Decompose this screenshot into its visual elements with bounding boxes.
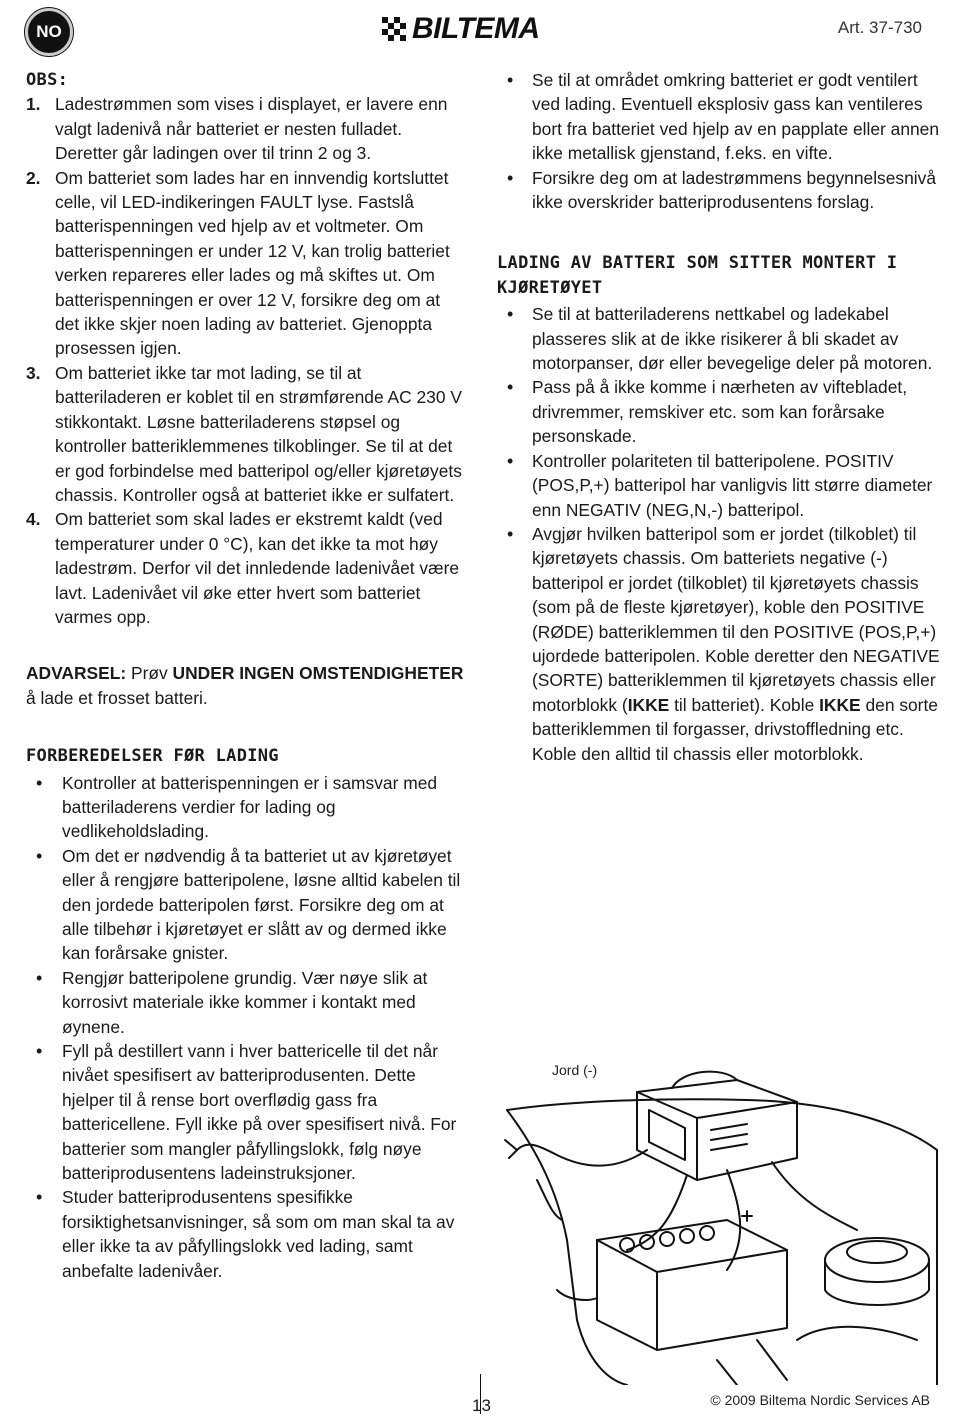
- item-text: til batteriet). Koble: [669, 694, 820, 715]
- list-item: [497, 522, 942, 766]
- warning-post: å lade et frosset batteri.: [26, 687, 208, 708]
- item-number: 4.: [26, 509, 41, 530]
- list-item: [26, 166, 466, 361]
- list-item: • Studer batteriprodusentens spesifikke forsiktighetsanvisninger, så som om man skal ta av eller ikke ta av påfyllingslokk ved lading, samt anbefalte ladenivåer.: [26, 1185, 466, 1283]
- warning-paragraph: [26, 661, 466, 710]
- prep-list: [26, 771, 466, 1284]
- list-item: • Forsikre deg om at ladestrømmens begynnelsesnivå ikke overskrider batteriprodusentens forslag.: [497, 166, 942, 215]
- article-number: Art. 37-730: [837, 18, 922, 37]
- list-item: [497, 375, 942, 448]
- warning-pre: Prøv: [126, 663, 173, 684]
- list-item: • Rengjør batteripolene grundig. Vær nøye slik at korrosivt materiale ikke kommer i kontakt med øynene.: [26, 966, 466, 1039]
- list-item: [26, 361, 466, 507]
- item-text: Om batteriet ikke tar mot lading, se til at batteriladeren er koblet til en strømførende AC 230 V stikkontakt. Løsne batteriladerens støpsel og kontroller batteriklemmenes tilkoblinger. Se til at det er god forbindelse med batteripol og/eller kjøretøyets chassis. Kontroller også at batteriet ikke er sulfatert.: [55, 362, 462, 505]
- item-text: Kontroller polariteten til batteripolene. POSITIV (POS,P,+) batteripol har vanligvis litt større diameter enn NEGATIV (NEG,N,-) batteripol.: [532, 450, 933, 520]
- page-number: 13: [472, 1396, 491, 1415]
- item-text: Om batteriet som skal lades er ekstremt kaldt (ved temperaturer under 0 °C), kan det ikke ta mot høy ladestrøm. Derfor vil det innledende ladenivået være lavt. Ladenivået vil øke etter hvert som batteriet varmes opp.: [55, 509, 460, 627]
- item-number: 2.: [26, 167, 41, 188]
- ventilation-list: [497, 68, 942, 214]
- copyright-notice: © 2009 Biltema Nordic Services AB: [710, 1392, 930, 1408]
- list-item: • Kontroller at batterispenningen er i samsvar med batteriladerens verdier for lading og vedlikeholdslading.: [26, 771, 466, 844]
- list-item: • Fyll på destillert vann i hver battericelle til det når nivået spesifisert av batteriprodusenten. Dette hjelper til å rense bort overflødig gass fra battericellene. Fyll ikke på over spesifisert nivå. For batterier som mangler påfyllingslokk, følg nøye batteriprodusentens ladeinstruksjoner.: [26, 1039, 466, 1185]
- item-text: Se til at batteriladerens nettkabel og ladekabel plasseres slik at de ikke risikerer å bli skadet av motorpanser, dør eller bevegelige deler på motoren.: [532, 304, 933, 374]
- list-item: • Om det er nødvendig å ta batteriet ut av kjøretøyet eller å rengjøre batteripolene, løsne alltid kabelen til den jordede batteripolen først. Forsikre deg om at alle tilbehør i kjøretøyet er slått av og dermed ikke kan forårsake gnister.: [26, 844, 466, 966]
- brand-name: BILTEMA: [412, 12, 540, 45]
- prep-heading: FORBEREDELSER FØR LADING: [26, 746, 279, 767]
- item-number: 3.: [26, 362, 41, 383]
- language-badge: NO: [25, 8, 73, 56]
- list-item: [497, 302, 942, 375]
- item-text: Om batteriet som lades har en innvendig kortsluttet celle, vil LED-indikeringen FAULT lyse. Fastslå batterispenningen ved hjelp av et voltmeter. Om batterispenningen er under 12 V, kan trolig batteriet verken repareres eller lades og må skiftes ut. Om batterispenningen er over 12 V, forsikre deg om at det ikke skjer noen lading av batteriet. Gjenoppta prosessen igjen.: [55, 167, 450, 359]
- left-column: [26, 68, 466, 1283]
- mounted-heading: LADING AV BATTERI SOM SITTER MONTERT I KJØRETØYET: [497, 253, 898, 298]
- checkered-flag-icon: [382, 17, 406, 41]
- item-text: Pass på å ikke komme i nærheten av viftebladet, drivremmer, remskiver etc. som kan forårsake personskade.: [532, 377, 908, 447]
- item-text: Ladestrømmen som vises i displayet, er lavere enn valgt ladenivå når batteriet er nesten fulladet. Deretter går ladingen over til trinn 2 og 3.: [55, 94, 448, 164]
- obs-heading: OBS:: [26, 70, 69, 90]
- item-text: Avgjør hvilken batteripol som er jordet (tilkoblet) til kjøretøyets chassis. Om batteriets negative (-) batteripol er jordet (tilkoblet) til kjøretøyets chassis (som på de fleste kjøretøyer), koble den POSITIVE (RØDE) batteriklemmen til den POSITIVE (POS,P,+) ujordede batteripolen. Koble deretter den NEGATIVE (SORTE) batteriklemmen til kjøretøyets chassis eller motorblokk (: [532, 523, 940, 715]
- item-number: 1.: [26, 94, 41, 115]
- emphasis: IKKE: [819, 694, 861, 715]
- ground-label: Jord (-): [552, 1062, 598, 1078]
- obs-list: [26, 92, 466, 629]
- list-item: [497, 449, 942, 522]
- warning-emphasis: UNDER INGEN OMSTENDIGHETER: [172, 663, 464, 684]
- list-item: [26, 507, 466, 629]
- item-text: den sorte batteriklemmen til forgasser, drivstoffledning etc. Koble den alltid til chassis eller motorblokk.: [532, 694, 938, 764]
- brand-logo: [382, 14, 540, 44]
- emphasis: IKKE: [627, 694, 670, 715]
- right-column: [497, 68, 942, 766]
- battery-charger-illustration: [497, 1040, 942, 1385]
- list-item: • Se til at området omkring batteriet er godt ventilert ved lading. Eventuell eksplosiv gass kan ventileres bort fra batteriet ved hjelp av en papplate eller annen ikke metallisk gjenstand, f.eks. en vifte.: [497, 68, 942, 166]
- mounted-list: [497, 302, 942, 766]
- warning-label: ADVARSEL:: [26, 663, 127, 684]
- list-item: [26, 92, 466, 165]
